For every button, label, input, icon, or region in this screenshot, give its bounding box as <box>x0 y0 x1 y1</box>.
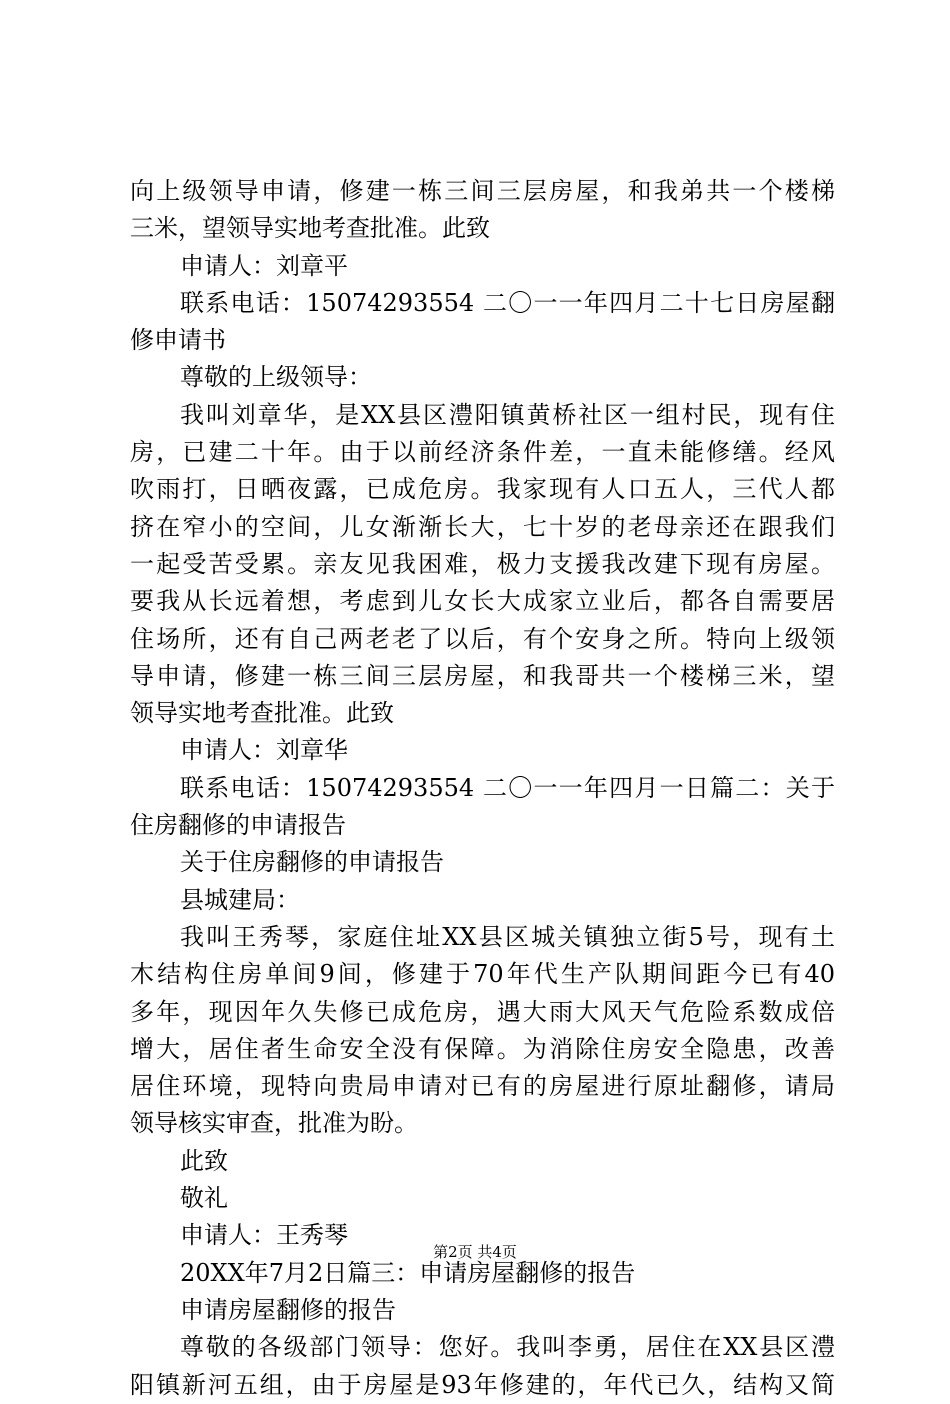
text-line: 我叫刘章华，是XX县区澧阳镇黄桥社区一组村民，现有住 <box>180 400 835 429</box>
text-line: 领导实地考查批准。此致 <box>130 699 394 728</box>
text-line: 挤在窄小的空间，儿女渐渐长大，七十岁的老母亲还在跟我们 <box>130 512 835 541</box>
text-line: 三米，望领导实地考查批准。此致 <box>130 214 490 243</box>
page-footer: 第2页 共4页 <box>433 1243 517 1261</box>
text-line: 联系电话：15074293554 二〇一一年四月一日篇二：关于 <box>180 773 835 802</box>
text-line: 申请人：王秀琴 <box>180 1221 348 1250</box>
text-line: 县城建局： <box>180 885 300 914</box>
text-line: 关于住房翻修的申请报告 <box>180 848 444 877</box>
text-line: 此致 <box>180 1146 228 1175</box>
text-line: 增大，居住者生命安全没有保障。为消除住房安全隐患，改善 <box>130 1034 835 1063</box>
text-line: 申请人：刘章华 <box>180 736 348 765</box>
text-line: 阳镇新河五组，由于房屋是93年修建的，年代已久，结构又简 <box>130 1370 835 1399</box>
text-line: 住场所，还有自己两老老了以后，有个安身之所。特向上级领 <box>130 624 835 653</box>
text-line: 联系电话：15074293554 二〇一一年四月二十七日房屋翻 <box>180 288 835 317</box>
text-line: 向上级领导申请，修建一栋三间三层房屋，和我弟共一个楼梯 <box>130 177 835 205</box>
text-line: 一起受苦受累。亲友见我困难，极力支援我改建下现有房屋。 <box>130 549 835 578</box>
text-line: 我叫王秀琴，家庭住址XX县区城关镇独立街5号，现有土 <box>180 922 835 951</box>
text-line: 房，已建二十年。由于以前经济条件差，一直未能修缮。经风 <box>130 438 835 467</box>
text-line: 20XX年7月2日篇三：申请房屋翻修的报告 <box>180 1258 636 1287</box>
text-line: 吹雨打，日晒夜露，已成危房。我家现有人口五人，三代人都 <box>130 475 835 504</box>
text-line: 申请人：刘章平 <box>180 251 348 280</box>
text-line: 敬礼 <box>180 1184 228 1213</box>
text-line: 申请房屋翻修的报告 <box>180 1295 396 1324</box>
text-line: 住房翻修的申请报告 <box>130 811 346 840</box>
text-line: 木结构住房单间9间，修建于70年代生产队期间距今已有40 <box>130 960 835 989</box>
text-line: 尊敬的上级领导： <box>180 363 372 392</box>
text-line: 导申请，修建一栋三间三层房屋，和我哥共一个楼梯三米，望 <box>130 661 835 690</box>
text-line: 修申请书 <box>130 326 226 355</box>
text-line: 领导核实审查，批准为盼。 <box>130 1109 418 1138</box>
text-line: 要我从长远着想，考虑到儿女长大成家立业后，都各自需要居 <box>130 587 835 616</box>
text-line: 多年，现因年久失修已成危房，遇大雨大风天气危险系数成倍 <box>130 997 835 1026</box>
document-body <box>130 173 835 1404</box>
text-line: 居住环境，现特向贵局申请对已有的房屋进行原址翻修，请局 <box>130 1072 835 1101</box>
text-line: 尊敬的各级部门领导：您好。我叫李勇，居住在XX县区澧 <box>180 1333 835 1362</box>
